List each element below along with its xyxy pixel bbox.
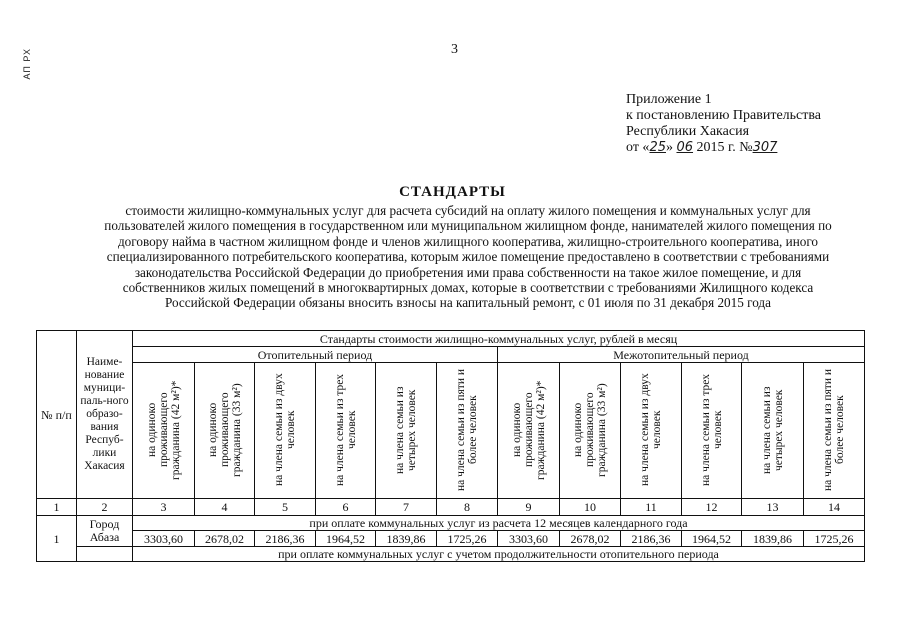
column-number: 3 — [133, 499, 195, 516]
subheader-text: на члена семьи из двух человек — [273, 373, 297, 486]
subtitle-line: собственников жилых помещений в многоквартирных домах, которые в соответствии с требованиями Жилищного кодекса — [122, 280, 814, 296]
page-number: 3 — [451, 42, 458, 57]
subtitle-line: Российской Федерации обязаны вносить взносы на капитальный ремонт, с 01 июля по 31 декабря 2015 года — [165, 295, 771, 311]
header-municipality: Наиме-нование муници-паль-ного образо-вания Респуб-лики Хакасия — [77, 331, 133, 499]
document-subtitle — [88, 203, 848, 311]
header-num: № п/п — [37, 331, 77, 499]
subheader-text: на члена семьи из трех человек — [333, 373, 358, 486]
row-number: 1 — [37, 516, 77, 562]
subheader-cell — [255, 363, 316, 499]
subheader-text: на члена семьи из двух человек — [639, 373, 663, 486]
subheader-cell — [376, 363, 437, 499]
subheader-text: на члена семьи из четырех человек — [394, 385, 418, 474]
column-number: 10 — [560, 499, 621, 516]
value-cell: 3303,60 — [498, 531, 560, 547]
appendix-block — [626, 92, 821, 156]
subtitle-line: стоимости жилищно-коммунальных услуг для расчета субсидий на оплату жилого помещения и коммунальных услуг для — [125, 203, 811, 218]
column-number: 12 — [682, 499, 742, 516]
subheader-text: на члена семьи из пяти и более человек — [455, 368, 479, 491]
column-number: 1 — [37, 499, 77, 516]
handwritten-number: 307 — [752, 140, 778, 155]
column-number: 2 — [77, 499, 133, 516]
subheader-text: на одиноко проживающего гражданина (33 м²) — [572, 382, 608, 477]
column-number: 11 — [621, 499, 682, 516]
column-number: 6 — [316, 499, 376, 516]
column-number: 8 — [437, 499, 498, 516]
subtitle-line: специализированного потребительского кооператива, которым жилое помещение предоставлено в соответствии с требованиями — [106, 249, 830, 265]
subtitle-line: договору найма в частном жилищном фонде и членов жилищного кооператива, жилищно-строительного кооператива, иного — [117, 233, 819, 249]
value-cell: 2186,36 — [621, 531, 682, 547]
value-cell: 2678,02 — [195, 531, 255, 547]
subheader-text: на члена семьи из четырех человек — [760, 385, 785, 474]
municipality-name: Город Абаза — [77, 516, 133, 547]
value-cell: 2186,36 — [255, 531, 316, 547]
column-number: 4 — [195, 499, 255, 516]
subheader-cell — [133, 363, 195, 499]
column-number: 7 — [376, 499, 437, 516]
column-number: 13 — [742, 499, 804, 516]
date-separator: » — [665, 140, 677, 155]
appendix-line-1: Приложение 1 — [626, 92, 712, 107]
document-title: СТАНДАРТЫ — [399, 184, 506, 200]
subheader-cell — [316, 363, 376, 499]
subheader-text: на одиноко проживающего гражданина (33 м²) — [206, 382, 243, 477]
subheader-cell — [742, 363, 804, 499]
subheader-cell — [195, 363, 255, 499]
subheader-text: на одиноко проживающего гражданина (42 м²)* — [510, 379, 547, 480]
value-cell: 1964,52 — [682, 531, 742, 547]
appendix-line-3: Республики Хакасия — [626, 124, 750, 139]
header-standards: Стандарты стоимости жилищно-коммунальных услуг, рублей в месяц — [133, 331, 865, 347]
subtitle-line: пользователей жилого помещения в государственном или муниципальном жилищном фонде, нанимателей жилого помещения по — [104, 218, 832, 234]
subtitle-line: законодательства Российской Федерации до приобретения ими права собственности на такое жилое помещение, и для — [134, 264, 802, 280]
date-year-text: 2015 г. № — [693, 140, 753, 155]
column-number: 14 — [804, 499, 865, 516]
subheader-text: на члена семьи из пяти и более человек — [822, 368, 846, 491]
side-registration-mark: АП РХ — [22, 48, 32, 80]
subheader-cell — [437, 363, 498, 499]
appendix-date-line — [626, 140, 821, 156]
subheader-cell — [498, 363, 560, 499]
value-cell: 1839,86 — [742, 531, 804, 547]
subheader-text: на одиноко проживающего гражданина (42 м²)* — [145, 379, 182, 480]
subheader-text: на члена семьи из трех человек — [699, 373, 724, 486]
header-nonheating-period: Межотопительный период — [498, 347, 865, 363]
subheader-cell — [621, 363, 682, 499]
column-number: 9 — [498, 499, 560, 516]
value-cell: 1725,26 — [804, 531, 865, 547]
section-annual: при оплате коммунальных услуг из расчета 12 месяцев календарного года — [133, 516, 865, 531]
value-cell: 1839,86 — [376, 531, 437, 547]
handwritten-day: 25 — [649, 140, 666, 155]
value-cell: 2678,02 — [560, 531, 621, 547]
section-heating-duration: при оплате коммунальных услуг с учетом продолжительности отопительного периода — [133, 547, 865, 562]
value-cell: 1964,52 — [316, 531, 376, 547]
header-heating-period: Отопительный период — [133, 347, 498, 363]
subheader-cell — [560, 363, 621, 499]
date-prefix: от « — [626, 140, 650, 155]
standards-table — [36, 330, 865, 562]
municipality-name-continued — [77, 547, 133, 562]
value-cell: 1725,26 — [437, 531, 498, 547]
handwritten-month: 06 — [676, 140, 694, 155]
value-cell: 3303,60 — [133, 531, 195, 547]
appendix-line-2: к постановлению Правительства — [626, 108, 822, 123]
subheader-cell — [682, 363, 742, 499]
column-number: 5 — [255, 499, 316, 516]
subheader-cell — [804, 363, 865, 499]
